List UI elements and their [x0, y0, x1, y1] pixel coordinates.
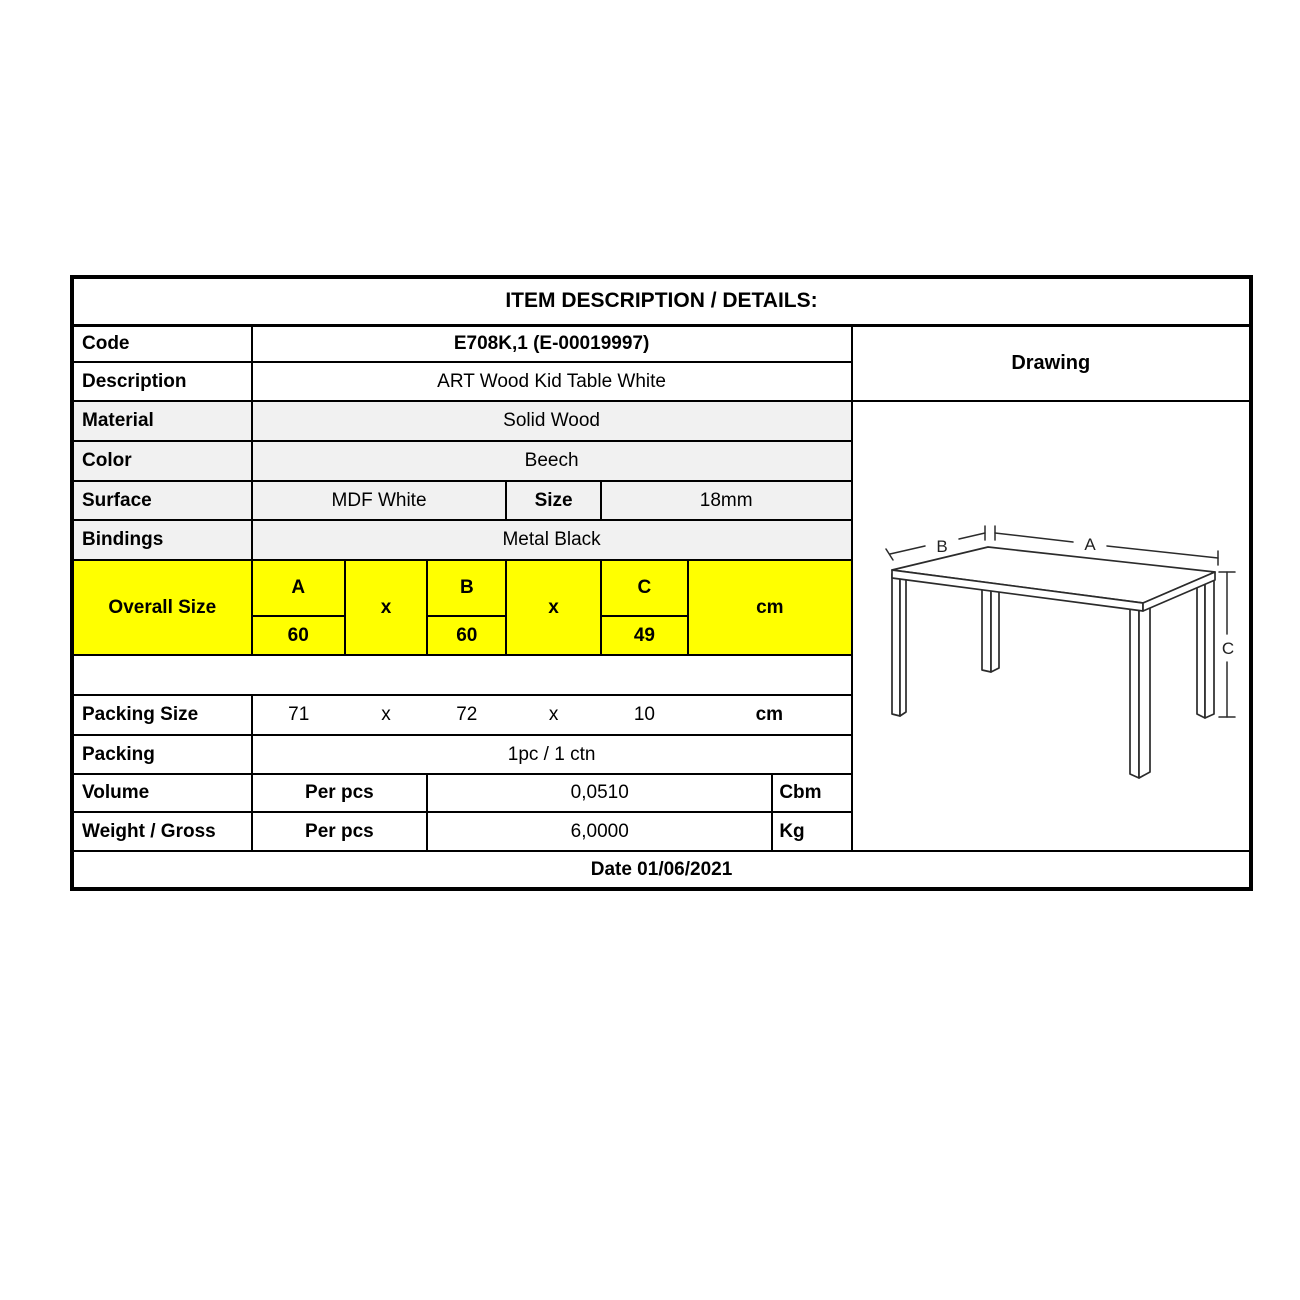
table-leg-front-left [892, 574, 906, 716]
table-leg-front-right [1130, 604, 1150, 778]
volume-unit: Cbm [772, 774, 851, 812]
date-stamp: Date 01/06/2021 [72, 851, 1251, 889]
spacer-row [72, 655, 852, 695]
description-value: ART Wood Kid Table White [252, 362, 852, 401]
dimension-label-b: B [935, 537, 948, 556]
overall-unit: cm [688, 560, 852, 655]
drawing-section-title: Drawing [852, 325, 1251, 401]
weight-per-label: Per pcs [252, 812, 428, 851]
surface-value: MDF White [252, 481, 507, 520]
row-label-description: Description [72, 362, 252, 401]
spec-table [70, 275, 1253, 891]
size-label: Size [506, 481, 600, 520]
volume-per-label: Per pcs [252, 774, 428, 812]
table-sketch [853, 402, 1247, 850]
overall-dim-c-letter: C [601, 560, 688, 616]
bindings-value: Metal Black [252, 520, 852, 560]
table-top [892, 547, 1215, 611]
drawing-area [852, 401, 1251, 851]
row-label-packing-size: Packing Size [72, 695, 252, 735]
code-value: E708K,1 (E-00019997) [252, 325, 852, 362]
row-label-surface: Surface [72, 481, 252, 520]
packing-size-v2: 72 [427, 695, 506, 735]
overall-dim-a-letter: A [252, 560, 345, 616]
row-label-code: Code [72, 325, 252, 362]
row-label-color: Color [72, 441, 252, 481]
row-label-volume: Volume [72, 774, 252, 812]
packing-size-unit: cm [688, 695, 852, 735]
table-leg-back-left [982, 586, 999, 672]
material-value: Solid Wood [252, 401, 852, 441]
packing-size-x1: x [345, 695, 427, 735]
weight-value: 6,0000 [427, 812, 772, 851]
overall-separator-2: x [506, 560, 600, 655]
packing-size-v3: 10 [601, 695, 688, 735]
overall-dim-c-value: 49 [601, 616, 688, 655]
size-value: 18mm [601, 481, 852, 520]
overall-dim-b-value: 60 [427, 616, 506, 655]
weight-unit: Kg [772, 812, 851, 851]
row-label-bindings: Bindings [72, 520, 252, 560]
dimension-label-a: A [1083, 535, 1096, 554]
row-label-weight: Weight / Gross [72, 812, 252, 851]
page-title: ITEM DESCRIPTION / DETAILS: [72, 277, 1251, 325]
dimension-label-c: C [1221, 639, 1234, 658]
row-label-packing: Packing [72, 735, 252, 774]
row-label-overall-size: Overall Size [72, 560, 252, 655]
overall-dim-b-letter: B [427, 560, 506, 616]
table-leg-back-right [1197, 575, 1214, 718]
volume-value: 0,0510 [427, 774, 772, 812]
overall-dim-a-value: 60 [252, 616, 345, 655]
packing-size-x2: x [506, 695, 600, 735]
packing-value: 1pc / 1 ctn [252, 735, 852, 774]
row-label-material: Material [72, 401, 252, 441]
color-value: Beech [252, 441, 852, 481]
overall-separator-1: x [345, 560, 427, 655]
packing-size-v1: 71 [252, 695, 345, 735]
